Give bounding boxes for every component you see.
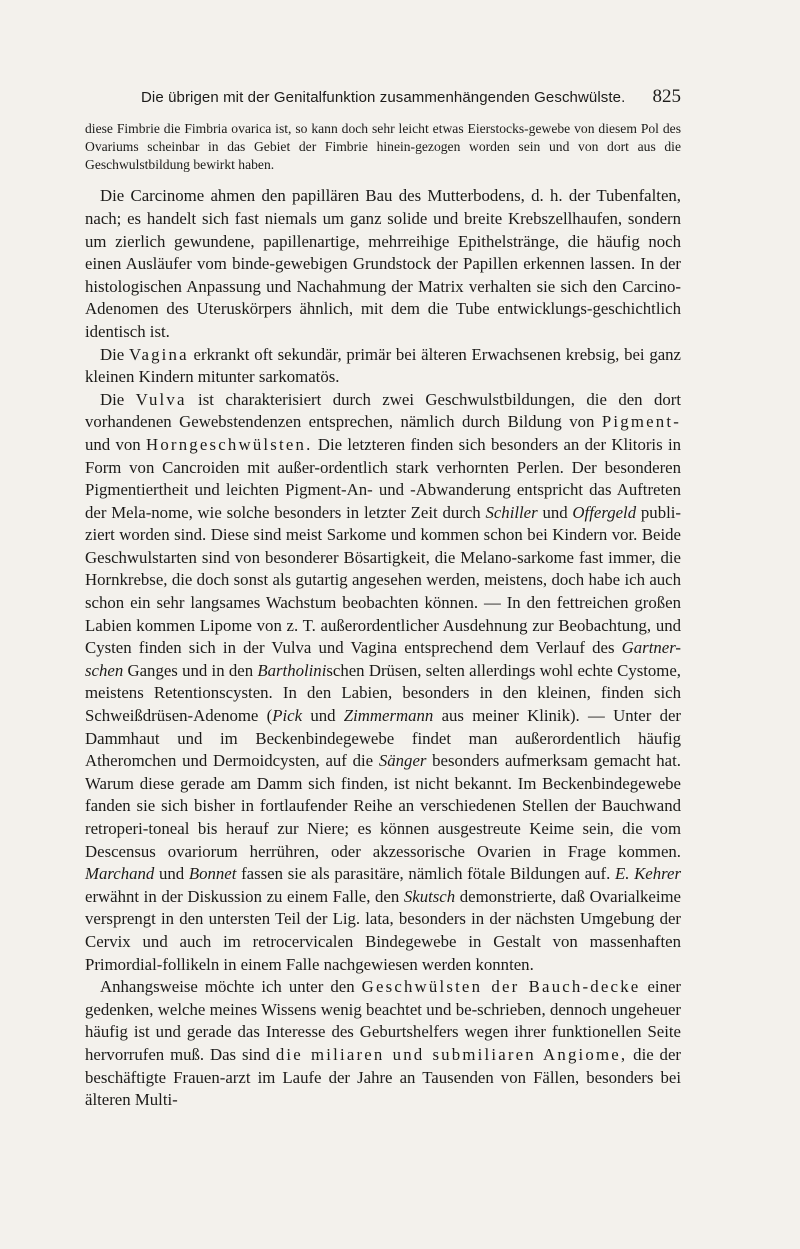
author-name: Sänger (378, 751, 427, 771)
running-title: Die übrigen mit der Genitalfunktion zusammenhängenden Geschwülste. (141, 89, 626, 106)
text-run: fassen sie als parasitäre, nämlich fötale Bildungen auf. (236, 864, 615, 884)
text-run: einer gedenken, welche meines Wissens wenig beachtet und be-schrieben, dennoch ungeheuer häufig ist und gerade das Interesse des Geburtshelfers wegen ihrer funktionellen Seite hervorrufen muß. Das sind (85, 977, 682, 1064)
text-run: Anhangsweise möchte ich unter den (100, 977, 362, 997)
text-run: besonders aufmerksam gemacht hat. Warum diese gerade am Damm sich finden, ist nicht bekannt. Im Beckenbindegewebe fanden sie sich bisher in fortlaufender Reihe an verschiedenen Stellen der Bauchwand retroperi-toneal bis herauf zur Niere; es können ausgestreute Keime sein, die vom Descensus ovariorum herrühren, oder akzessorische Ovarien in Frage kommen. (85, 751, 681, 861)
spaced-term-angiome: die miliaren und submiliaren Angiome, (275, 1044, 628, 1064)
author-name: Bartholini (257, 660, 327, 680)
paragraph-vagina (85, 344, 681, 389)
author-name: Pick (272, 706, 303, 726)
text-run: Die letzteren finden sich besonders an der Klitoris in Form von Cancroiden mit außer-ordentlich stark verhornten Perlen. Der besonderen Pigmentiertheit und leichten Pigment-An- und -Abwanderung entspricht das Auftreten der Mela-nome, wie solche besonders in letzter Zeit durch (85, 434, 682, 522)
spaced-term-vagina: Vagina (128, 344, 189, 364)
page-number: 825 (652, 86, 681, 107)
paragraph-carcinome: Die Carcinome ahmen den papillären Bau des Mutterbodens, d. h. der Tubenfalten, nach; es handelt sich fast niemals um ganz solide und breite Krebszellhaufen, sondern um zierlich gewundene, papillenartige, mehrreihige Epithelstränge, die häufig noch einen Ausläufer vom binde-gewebigen Grundstock der Papillen erkennen lassen. In der histologischen Anpassung und Nachahmung der Matrix verhalten sie sich den Carcino-Adenomen des Uteruskörpers ähnlich, mit dem die Tube entwicklungs-geschichtlich identisch ist. (85, 186, 681, 341)
text-run: und (302, 706, 344, 726)
text-run: Die (100, 344, 129, 364)
text-run: erwähnt in der Diskussion zu einem Falle, den (85, 886, 404, 906)
text-run: und (537, 502, 573, 522)
author-name: Gartner-schen (85, 638, 681, 680)
running-header (85, 86, 681, 116)
paragraph-bauchdecke (85, 976, 681, 1112)
text-run: publi-ziert worden sind. Diese sind meist Sarkome und kommen schon bei Kindern vor. Beide Geschwulstarten sind von besonderer Bösartigkeit, die Melano-sarkome fast immer, die Hornkrebse, die doch sonst als gutartig angesehen werden, meistens, doch habe ich auch schon ein sehr langsames Wachstum beobachten können. — In den fettreichen großen Labien kommen Lipome von z. T. außerordentlicher Ausdehnung zur Beobachtung, und Cysten finden sich in der Vulva und Vagina entsprechend dem Verlauf des (85, 502, 681, 658)
author-name: E. Kehrer (614, 864, 682, 884)
paragraph-vulva (85, 389, 681, 976)
spaced-term-vulva: Vulva (135, 389, 187, 409)
text-run: Ganges und in den (123, 660, 258, 680)
author-name: Schiller (485, 502, 538, 522)
main-text (85, 185, 681, 1111)
book-page (85, 86, 681, 1112)
author-name: Bonnet (188, 864, 237, 884)
text-run: ist charakterisiert durch zwei Geschwulstbildungen, die den dort vorhandenen Gewebstendenzen entsprechen, nämlich durch Bildung von (85, 389, 681, 432)
text-run: demonstrierte, daß Ovarialkeime versprengt in den untersten Teil der Lig. lata, besonders in der nächsten Umgebung der Cervix und auch im retrocervicalen Bindegewebe in Gestalt von massenhaften Primordial-follikeln in einem Falle nachgewiesen werden konnten. (85, 886, 681, 974)
text-run: und von (85, 434, 146, 454)
text-run: und (154, 864, 189, 884)
text-run: Die (100, 389, 136, 409)
text-run: schen Drüsen, selten allerdings wohl echte Cystome, meistens Retentionscysten. In den Labien, besonders in den kleinen, finden sich Schweißdrüsen-Adenome ( (85, 660, 681, 726)
text-run: aus meiner Klinik). — Unter der Dammhaut und im Beckenbindegewebe findet man außerordentlich häufig Atheromchen und Dermoidcysten, auf die (85, 706, 681, 771)
small-print-paragraph (85, 120, 681, 173)
author-name: Marchand (85, 864, 155, 884)
author-name: Offergeld (572, 502, 637, 522)
author-name: Skutsch (403, 886, 456, 906)
small-paragraph-text: diese Fimbrie die Fimbria ovarica ist, so kann doch sehr leicht etwas Eierstocks-gewebe von diesem Pol des Ovariums scheinbar in das Gebiet der Fimbrie hinein-gezogen worden sein und von dort aus die Geschwulstbildung bewirkt haben. (85, 121, 681, 172)
text-run: erkrankt oft sekundär, primär bei älteren Erwachsenen krebsig, bei ganz kleinen Kindern mitunter sarkomatös. (85, 344, 681, 387)
spaced-term-horngeschwuelste: Horngeschwülsten. (146, 434, 313, 454)
spaced-term-pigment: Pigment- (601, 412, 681, 432)
author-name: Zimmermann (343, 706, 434, 726)
spaced-term-bauchdecke: Geschwülsten der Bauch-decke (361, 977, 641, 997)
text-run: die der beschäftigte Frauen-arzt im Laufe der Jahre an Tausenden von Fällen, besonders bei älteren Multi- (85, 1044, 681, 1110)
